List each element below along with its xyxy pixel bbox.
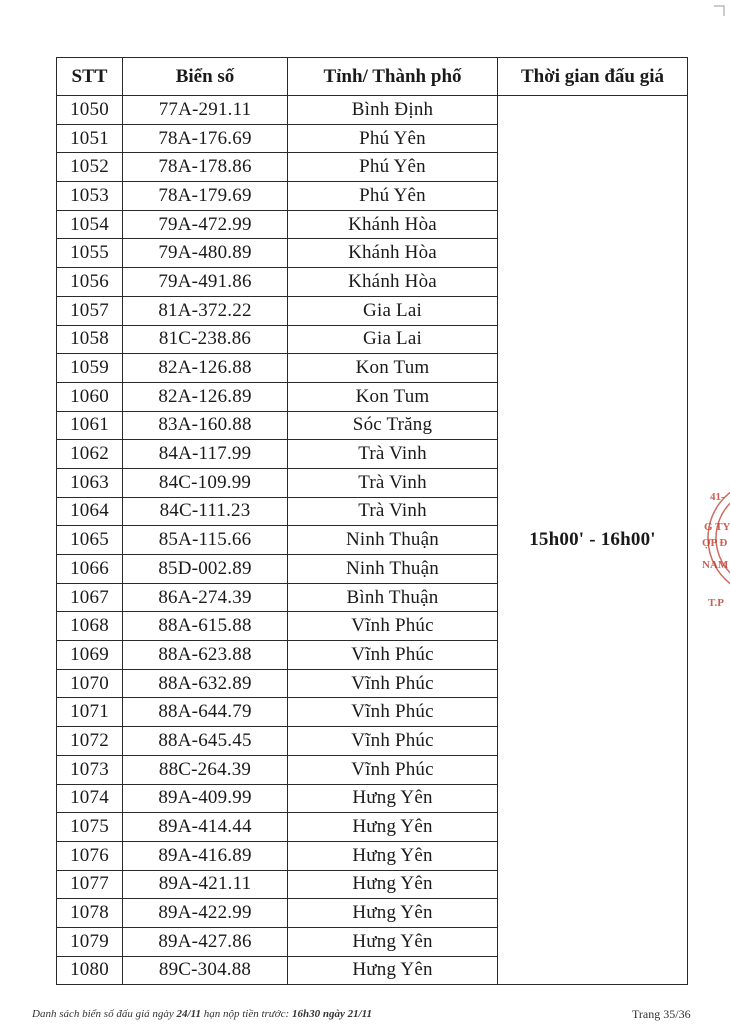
stamp-text-line: NAM <box>702 559 729 571</box>
cell-plate-number: 85D-002.89 <box>123 555 288 584</box>
cell-plate-number: 84A-117.99 <box>123 440 288 469</box>
cell-province: Vĩnh Phúc <box>288 641 498 670</box>
stamp-text-line: G TY <box>704 521 730 533</box>
cell-stt: 1080 <box>57 956 123 985</box>
cell-province: Bình Định <box>288 96 498 125</box>
cell-plate-number: 88A-644.79 <box>123 698 288 727</box>
cell-plate-number: 88C-264.39 <box>123 755 288 784</box>
cell-plate-number: 82A-126.88 <box>123 354 288 383</box>
cell-plate-number: 81A-372.22 <box>123 296 288 325</box>
cell-plate-number: 88A-623.88 <box>123 641 288 670</box>
cell-province: Hưng Yên <box>288 870 498 899</box>
cell-province: Vĩnh Phúc <box>288 612 498 641</box>
cell-stt: 1060 <box>57 382 123 411</box>
cell-stt: 1057 <box>57 296 123 325</box>
cell-stt: 1062 <box>57 440 123 469</box>
cell-province: Hưng Yên <box>288 899 498 928</box>
cell-plate-number: 78A-178.86 <box>123 153 288 182</box>
cell-plate-number: 81C-238.86 <box>123 325 288 354</box>
cell-stt: 1051 <box>57 124 123 153</box>
cell-plate-number: 88A-632.89 <box>123 669 288 698</box>
header-auction-time: Thời gian đấu giá <box>498 58 688 96</box>
cell-plate-number: 83A-160.88 <box>123 411 288 440</box>
cell-stt: 1059 <box>57 354 123 383</box>
cell-plate-number: 77A-291.11 <box>123 96 288 125</box>
cell-plate-number: 89A-409.99 <box>123 784 288 813</box>
cell-stt: 1074 <box>57 784 123 813</box>
cell-province: Hưng Yên <box>288 784 498 813</box>
cell-stt: 1053 <box>57 182 123 211</box>
cell-stt: 1071 <box>57 698 123 727</box>
cell-province: Gia Lai <box>288 296 498 325</box>
cell-stt: 1063 <box>57 468 123 497</box>
cell-province: Gia Lai <box>288 325 498 354</box>
cell-stt: 1078 <box>57 899 123 928</box>
cell-province: Vĩnh Phúc <box>288 727 498 756</box>
plate-auction-table <box>56 57 688 985</box>
cell-plate-number: 85A-115.66 <box>123 526 288 555</box>
cell-province: Khánh Hòa <box>288 210 498 239</box>
cell-province: Khánh Hòa <box>288 239 498 268</box>
table-row <box>57 96 688 125</box>
plate-auction-table-container <box>56 57 687 985</box>
cell-stt: 1066 <box>57 555 123 584</box>
cell-stt: 1050 <box>57 96 123 125</box>
cell-province: Sóc Trăng <box>288 411 498 440</box>
cell-plate-number: 78A-179.69 <box>123 182 288 211</box>
corner-mark-icon <box>712 4 726 18</box>
cell-province: Phú Yên <box>288 153 498 182</box>
stamp-text-line: 41- <box>710 491 725 503</box>
header-stt: STT <box>57 58 123 96</box>
cell-province: Ninh Thuận <box>288 526 498 555</box>
cell-plate-number: 82A-126.89 <box>123 382 288 411</box>
cell-stt: 1069 <box>57 641 123 670</box>
footer-note-mid: hạn nộp tiền trước: <box>200 1008 292 1020</box>
cell-stt: 1058 <box>57 325 123 354</box>
footer-note-prefix: Danh sách biển số đấu giá ngày <box>32 1008 177 1020</box>
cell-stt: 1076 <box>57 841 123 870</box>
footer-note <box>32 1008 372 1020</box>
cell-province: Ninh Thuận <box>288 555 498 584</box>
cell-stt: 1068 <box>57 612 123 641</box>
cell-province: Trà Vinh <box>288 440 498 469</box>
footer-deadline: 16h30 ngày 21/11 <box>291 1008 373 1020</box>
cell-plate-number: 88A-615.88 <box>123 612 288 641</box>
cell-plate-number: 89A-422.99 <box>123 899 288 928</box>
cell-plate-number: 79A-480.89 <box>123 239 288 268</box>
cell-province: Phú Yên <box>288 124 498 153</box>
cell-province: Khánh Hòa <box>288 268 498 297</box>
cell-plate-number: 79A-491.86 <box>123 268 288 297</box>
cell-stt: 1077 <box>57 870 123 899</box>
cell-plate-number: 89A-421.11 <box>123 870 288 899</box>
cell-plate-number: 84C-109.99 <box>123 468 288 497</box>
cell-auction-time: 15h00' - 16h00' <box>498 96 688 985</box>
cell-stt: 1056 <box>57 268 123 297</box>
cell-plate-number: 88A-645.45 <box>123 727 288 756</box>
footer-auction-date: 24/11 <box>176 1008 201 1020</box>
cell-stt: 1073 <box>57 755 123 784</box>
stamp-text-line: ỢP Đ <box>702 537 728 549</box>
cell-stt: 1055 <box>57 239 123 268</box>
cell-stt: 1070 <box>57 669 123 698</box>
stamp-text-line: T.P <box>708 597 724 609</box>
cell-plate-number: 89C-304.88 <box>123 956 288 985</box>
cell-province: Hưng Yên <box>288 813 498 842</box>
cell-plate-number: 79A-472.99 <box>123 210 288 239</box>
cell-province: Trà Vinh <box>288 497 498 526</box>
cell-stt: 1064 <box>57 497 123 526</box>
cell-stt: 1075 <box>57 813 123 842</box>
cell-stt: 1052 <box>57 153 123 182</box>
cell-province: Vĩnh Phúc <box>288 669 498 698</box>
cell-plate-number: 84C-111.23 <box>123 497 288 526</box>
cell-stt: 1067 <box>57 583 123 612</box>
table-body <box>57 96 688 985</box>
cell-province: Hưng Yên <box>288 927 498 956</box>
cell-province: Kon Tum <box>288 354 498 383</box>
cell-stt: 1054 <box>57 210 123 239</box>
cell-plate-number: 78A-176.69 <box>123 124 288 153</box>
cell-stt: 1079 <box>57 927 123 956</box>
header-plate-number: Biển số <box>123 58 288 96</box>
cell-province: Phú Yên <box>288 182 498 211</box>
cell-stt: 1061 <box>57 411 123 440</box>
cell-province: Kon Tum <box>288 382 498 411</box>
cell-stt: 1065 <box>57 526 123 555</box>
table-header-row <box>57 58 688 96</box>
cell-plate-number: 89A-427.86 <box>123 927 288 956</box>
cell-plate-number: 89A-414.44 <box>123 813 288 842</box>
cell-province: Bình Thuận <box>288 583 498 612</box>
page-number: Trang 35/36 <box>632 1007 691 1021</box>
cell-province: Hưng Yên <box>288 956 498 985</box>
cell-province: Hưng Yên <box>288 841 498 870</box>
seal-stamp-icon <box>700 478 730 628</box>
cell-plate-number: 86A-274.39 <box>123 583 288 612</box>
cell-plate-number: 89A-416.89 <box>123 841 288 870</box>
header-province: Tỉnh/ Thành phố <box>288 58 498 96</box>
cell-province: Vĩnh Phúc <box>288 698 498 727</box>
cell-stt: 1072 <box>57 727 123 756</box>
cell-province: Vĩnh Phúc <box>288 755 498 784</box>
cell-province: Trà Vinh <box>288 468 498 497</box>
